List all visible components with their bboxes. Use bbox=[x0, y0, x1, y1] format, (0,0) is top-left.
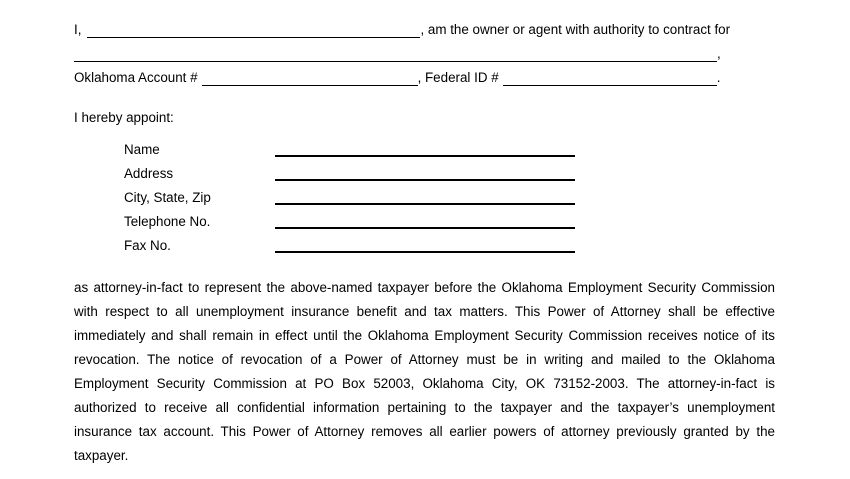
fax-label: Fax No. bbox=[124, 238, 171, 253]
name-blank[interactable] bbox=[275, 155, 575, 157]
address-blank[interactable] bbox=[275, 179, 575, 181]
telephone-label: Telephone No. bbox=[124, 214, 211, 229]
appoint-heading: I hereby appoint: bbox=[74, 110, 174, 125]
account-line-suffix: . bbox=[716, 70, 721, 85]
business-name-blank[interactable] bbox=[74, 48, 717, 62]
fax-blank[interactable] bbox=[275, 251, 575, 253]
federal-id-label: , Federal ID # bbox=[417, 70, 499, 85]
business-name-suffix: , bbox=[717, 46, 721, 61]
city-state-zip-label: City, State, Zip bbox=[124, 190, 211, 205]
telephone-blank[interactable] bbox=[275, 227, 575, 229]
federal-id-blank[interactable] bbox=[503, 72, 717, 86]
owner-prefix: I, bbox=[74, 22, 82, 37]
account-line bbox=[74, 70, 720, 86]
address-label: Address bbox=[124, 166, 174, 181]
account-number-blank[interactable] bbox=[202, 72, 418, 86]
owner-name-blank[interactable] bbox=[87, 24, 420, 38]
owner-line bbox=[74, 22, 730, 38]
authorization-paragraph: as attorney-in-fact to represent the above-named taxpayer before the Oklahoma Employment Security Commission with respect to all unemployment insurance benefit and tax matters. This Power of Attorney shall be effective immediately and shall remain in effect until the Oklahoma Employment Security Commission receives notice of its revocation. The notice of revocation of a Power of Attorney must be in writing and mailed to the Oklahoma Employment Security Commission at PO Box 52003, Oklahoma City, OK 73152-2003. The attorney-in-fact is authorized to receive all confidential information pertaining to the taxpayer and the taxpayer’s unemployment insurance tax account. This Power of Attorney removes all earlier powers of attorney previously granted by the taxpayer. bbox=[74, 280, 775, 463]
name-label: Name bbox=[124, 142, 160, 157]
owner-suffix-text: , am the owner or agent with authority to contract for bbox=[420, 22, 731, 37]
account-label: Oklahoma Account # bbox=[74, 70, 198, 85]
business-name-line bbox=[74, 46, 721, 62]
city-state-zip-blank[interactable] bbox=[275, 203, 575, 205]
